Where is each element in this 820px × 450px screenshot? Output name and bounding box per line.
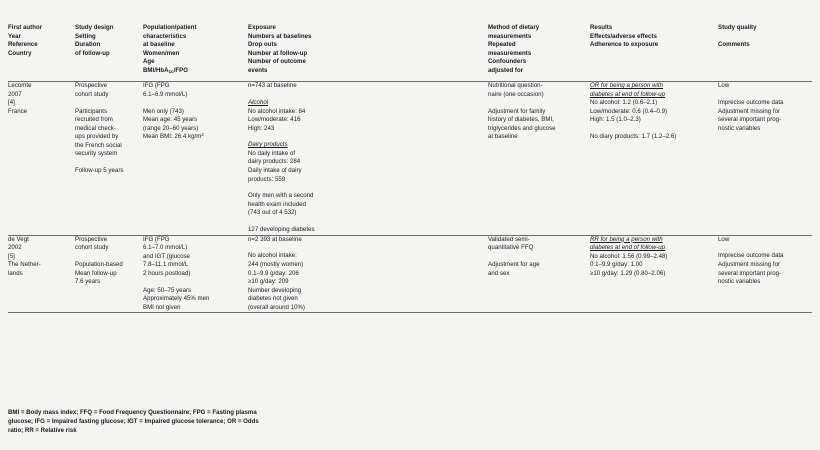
column-header-line: adjusted for xyxy=(488,66,524,74)
cell-block xyxy=(590,133,718,142)
column-header-line: Effects/adverse effects xyxy=(590,32,657,40)
column-header-line: Women/men xyxy=(143,49,180,57)
cell-block xyxy=(75,82,143,99)
cell-text-line: IFG (FPG xyxy=(143,235,170,243)
column-header-line: Comments xyxy=(718,41,750,49)
cell-text-line: n=743 at baseline xyxy=(248,82,297,90)
cell-text-line: diabetes not given xyxy=(248,295,298,303)
cell-text-line: health exam included xyxy=(248,200,306,208)
cell-block xyxy=(143,287,248,313)
table-row-de-vegt-2002 xyxy=(8,236,812,313)
cell-text-line: Adjustment missing for xyxy=(718,107,781,115)
column-header-line: Number of outcome xyxy=(248,58,306,66)
cell-text-line: Low/moderate: 0.6 (0.4–0.9) xyxy=(590,107,668,115)
cell-text-line: (overall around 10%) xyxy=(248,303,305,311)
cell-text-line: Imprecise outcome data xyxy=(718,99,784,107)
cell-block xyxy=(75,261,143,287)
cell-text-line: ≥10 g/day: 1.29 (0.80–2.06) xyxy=(590,269,666,277)
cell-text-line: 2 hours postload) xyxy=(143,269,191,277)
cell-text-line: BMI not given xyxy=(143,303,181,311)
cell-text-line: nostic variables xyxy=(718,124,761,132)
cell-text-line: 6.1–6.9 mmol/L) xyxy=(143,90,188,98)
column-header-line: Results xyxy=(590,24,613,31)
cell-block xyxy=(248,236,488,245)
cell-text-line: No alcohol: 1.56 (0.99–2.48) xyxy=(590,252,668,260)
cell-method xyxy=(488,236,590,313)
cell-block xyxy=(248,141,488,184)
cell-block xyxy=(248,192,488,218)
cell-text-line: Only men with a second xyxy=(248,192,314,200)
cell-text-line: 244 (mostly women) xyxy=(248,260,304,268)
cell-text-line: security system xyxy=(75,150,118,158)
cell-subheading: Dairy products xyxy=(248,141,288,149)
cell-block xyxy=(75,108,143,159)
column-header-line: Country xyxy=(8,49,32,57)
column-header-line: events xyxy=(248,66,268,74)
cell-text-line: No alcohol intake: xyxy=(248,252,297,260)
cell-text-line: ups provided by xyxy=(75,133,119,141)
cell-text-line: products: 559 xyxy=(248,175,286,183)
cell-text-line: 2007 xyxy=(8,90,22,98)
column-header-line: Duration xyxy=(75,41,101,49)
column-header-line: at baseline xyxy=(143,41,175,49)
cell-population xyxy=(143,236,248,313)
cell-block xyxy=(488,236,590,253)
cell-text-line: 7.8–11.1 mmol/L xyxy=(143,261,189,269)
column-header-line: Population/patient xyxy=(143,24,197,31)
column-header-line: measurements xyxy=(488,49,532,57)
cell-text-line: Men only (743) xyxy=(143,107,184,115)
table-footnote xyxy=(8,408,408,435)
cell-block xyxy=(248,226,488,235)
cell-text-line: High: 243 xyxy=(248,124,275,132)
column-header-line: Reference xyxy=(8,41,38,49)
cell-text-line: the French social xyxy=(75,141,122,149)
footnote-line: ratio; RR = Relative risk xyxy=(8,427,77,434)
cell-text-line: No daily intake of xyxy=(248,149,296,157)
column-header-study xyxy=(8,24,75,82)
cell-text-line: No alcohol intake: 84 xyxy=(248,107,306,115)
table-body xyxy=(8,24,812,313)
cell-block xyxy=(248,252,488,312)
cell-text-line: several important prog- xyxy=(718,116,782,124)
cell-method xyxy=(488,82,590,235)
column-header-line: Drop outs xyxy=(248,41,277,49)
cell-text-line: and sex xyxy=(488,269,510,277)
cell-text-line: de Vegt xyxy=(8,235,29,243)
column-header-line: Study quality xyxy=(718,24,757,31)
cell-text-line: lands xyxy=(8,269,23,277)
column-header-line: measurements xyxy=(488,32,532,40)
cell-text-line: Mean age: 45 years xyxy=(143,116,198,124)
cell-block xyxy=(75,236,143,253)
column-header-line: Age xyxy=(143,58,155,66)
column-header-line: Numbers at baselines xyxy=(248,32,312,40)
column-header-line: of follow-up xyxy=(75,49,110,57)
cell-text-line: Daily intake of dairy xyxy=(248,167,302,175)
table-row-lecomte-2007 xyxy=(8,82,812,235)
cell-block xyxy=(75,167,143,176)
column-header-line: Year xyxy=(8,32,21,40)
cell-text-line: naire (one occasion) xyxy=(488,90,544,98)
column-header-line: Adherence to exposure xyxy=(590,41,659,49)
cell-text-line: Approximately 45% men xyxy=(143,295,210,303)
cell-text-line: Adjustment for family xyxy=(488,107,546,115)
cell-text-line: 7.6 years xyxy=(75,278,101,286)
cell-text-line: [5] xyxy=(8,252,15,260)
column-header-line: Confounders xyxy=(488,58,527,66)
cell-block xyxy=(718,99,812,133)
cell-block xyxy=(718,236,812,245)
cell-text-line: High: 1.5 (1.0–2.3) xyxy=(590,116,641,124)
cell-text-line: Population-based xyxy=(75,260,123,268)
column-header-results xyxy=(590,24,718,82)
cell-block xyxy=(8,82,75,116)
cell-block xyxy=(143,236,248,279)
column-header-quality xyxy=(718,24,812,82)
column-header-population xyxy=(143,24,248,82)
cell-text-line: at baseline xyxy=(488,133,518,141)
cell-block xyxy=(590,236,718,279)
cell-block xyxy=(143,82,248,99)
cell-study xyxy=(8,82,75,235)
cell-text-line: several important prog- xyxy=(718,269,782,277)
cell-text-line: history of diabetes, BMI, xyxy=(488,116,554,124)
cell-text-line: No diary products: 1.7 (1.2–2.6) xyxy=(590,133,677,141)
table-header-row xyxy=(8,24,812,82)
cell-text-line: 0.1–9.9 g/day: 206 xyxy=(248,269,299,277)
cell-text-line: France xyxy=(8,107,28,115)
cell-text-line: Low/moderate: 416 xyxy=(248,116,301,124)
cell-text-line: Lecomte xyxy=(8,82,32,90)
cell-block xyxy=(8,236,75,279)
result-heading-line: OR for being a person with xyxy=(590,82,664,90)
cell-results xyxy=(590,236,718,313)
cell-text-line: cohort study xyxy=(75,244,109,252)
cell-block xyxy=(248,99,488,133)
cell-text-line: Prospective xyxy=(75,235,108,243)
cell-block xyxy=(248,82,488,91)
column-header-line: BMI/HbA$_{1c}$/FPG xyxy=(143,66,188,75)
column-header-method xyxy=(488,24,590,82)
cell-subheading: Alcohol xyxy=(248,99,269,107)
cell-quality xyxy=(718,82,812,235)
cell-text-line: Low xyxy=(718,235,730,243)
cell-text-line: Nutritional question- xyxy=(488,82,543,90)
column-header-line: First author xyxy=(8,24,43,31)
cell-text-line: Low xyxy=(718,82,730,90)
footnote-line: BMI = Body mass index; FFQ = Food Frequency Questionnaire; FPG = Fasting plasma xyxy=(8,409,257,416)
column-header-line: characteristics xyxy=(143,32,187,40)
cell-text-line: n=2 393 at baseline xyxy=(248,235,302,243)
cell-exposure xyxy=(248,82,488,235)
cell-block xyxy=(488,108,590,142)
cell-text-line: 0.1–9.9 g/day: 1.00 xyxy=(590,261,643,269)
column-header-line xyxy=(718,33,804,42)
cell-text-line: Mean follow-up xyxy=(75,269,117,277)
cell-text-line: ≥10 g/day: 209 xyxy=(248,278,289,286)
cell-block xyxy=(488,82,590,99)
cell-text-line: (743 out of 4 532) xyxy=(248,209,297,217)
cell-text-line: [4] xyxy=(8,99,15,107)
column-header-design xyxy=(75,24,143,82)
result-heading-line: diabetes at end of follow-up xyxy=(590,244,666,252)
cell-text-line: Follow-up 5 years xyxy=(75,167,124,175)
cell-text-line: and IGT (glucose xyxy=(143,252,190,260)
cell-text-line: Number developing xyxy=(248,286,302,294)
column-header-line: Study design xyxy=(75,24,114,31)
cell-study xyxy=(8,236,75,313)
cell-text-line: dairy products: 284 xyxy=(248,158,301,166)
cell-population xyxy=(143,82,248,235)
cell-design xyxy=(75,82,143,235)
column-header-exposure xyxy=(248,24,488,82)
cell-text-line: Imprecise outcome data xyxy=(718,252,784,260)
cell-text-line: nostic variables xyxy=(718,278,761,286)
cell-design xyxy=(75,236,143,313)
cell-text-line: 6.1–7.0 mmol/L) xyxy=(143,244,188,252)
cell-text-line: Prospective xyxy=(75,82,108,90)
cell-text-line: Age: 50–75 years xyxy=(143,286,192,294)
cell-block xyxy=(590,82,718,125)
cell-text-line: (range 20–60 years) xyxy=(143,124,199,132)
cell-block xyxy=(718,82,812,91)
cell-text-line: triglycerides and glucose xyxy=(488,124,556,132)
cell-text-line: 2002 xyxy=(8,244,22,252)
cell-text-line: quantitative FFQ xyxy=(488,244,534,252)
cell-results xyxy=(590,82,718,235)
column-header-line: Exposure xyxy=(248,24,276,31)
cell-text-line: medical check- xyxy=(75,124,116,132)
cell-quality xyxy=(718,236,812,313)
cell-text-line: Adjustment missing for xyxy=(718,260,781,268)
cell-text-line: No alcohol: 1.2 (0.6–2.1) xyxy=(590,99,658,107)
cell-text-line: recruited from xyxy=(75,116,113,124)
evidence-table xyxy=(8,24,812,313)
cell-text-line: Mean BMI: 26.4 $kg/m^2$ xyxy=(143,131,204,141)
column-header-line: Repeated xyxy=(488,41,516,49)
column-header-line: Number at follow-up xyxy=(248,49,308,57)
cell-text-line: Adjustment for age xyxy=(488,260,540,268)
footnote-line: glucose; IFG = Impaired fasting glucose; IGT = Impaired glucose tolerance; OR = Odds xyxy=(8,418,259,425)
cell-text-line: Participants xyxy=(75,107,108,115)
cell-block xyxy=(143,108,248,142)
cell-text-line: The Nether- xyxy=(8,261,41,269)
cell-text-line: 127 developing diabetes xyxy=(248,226,315,234)
column-header-line: Setting xyxy=(75,32,96,40)
cell-block xyxy=(718,252,812,286)
cell-exposure xyxy=(248,236,488,313)
cell-text-line: Validated semi- xyxy=(488,235,530,243)
cell-text-line: IFG (FPG xyxy=(143,82,170,90)
cell-text-line: cohort study xyxy=(75,90,109,98)
result-heading-line: RR for being a person with xyxy=(590,235,663,243)
column-header-line: Method of dietary xyxy=(488,24,540,31)
bottom-rule xyxy=(8,313,812,314)
cell-block xyxy=(488,261,590,278)
result-heading-line: diabetes at end of follow-up xyxy=(590,90,666,98)
